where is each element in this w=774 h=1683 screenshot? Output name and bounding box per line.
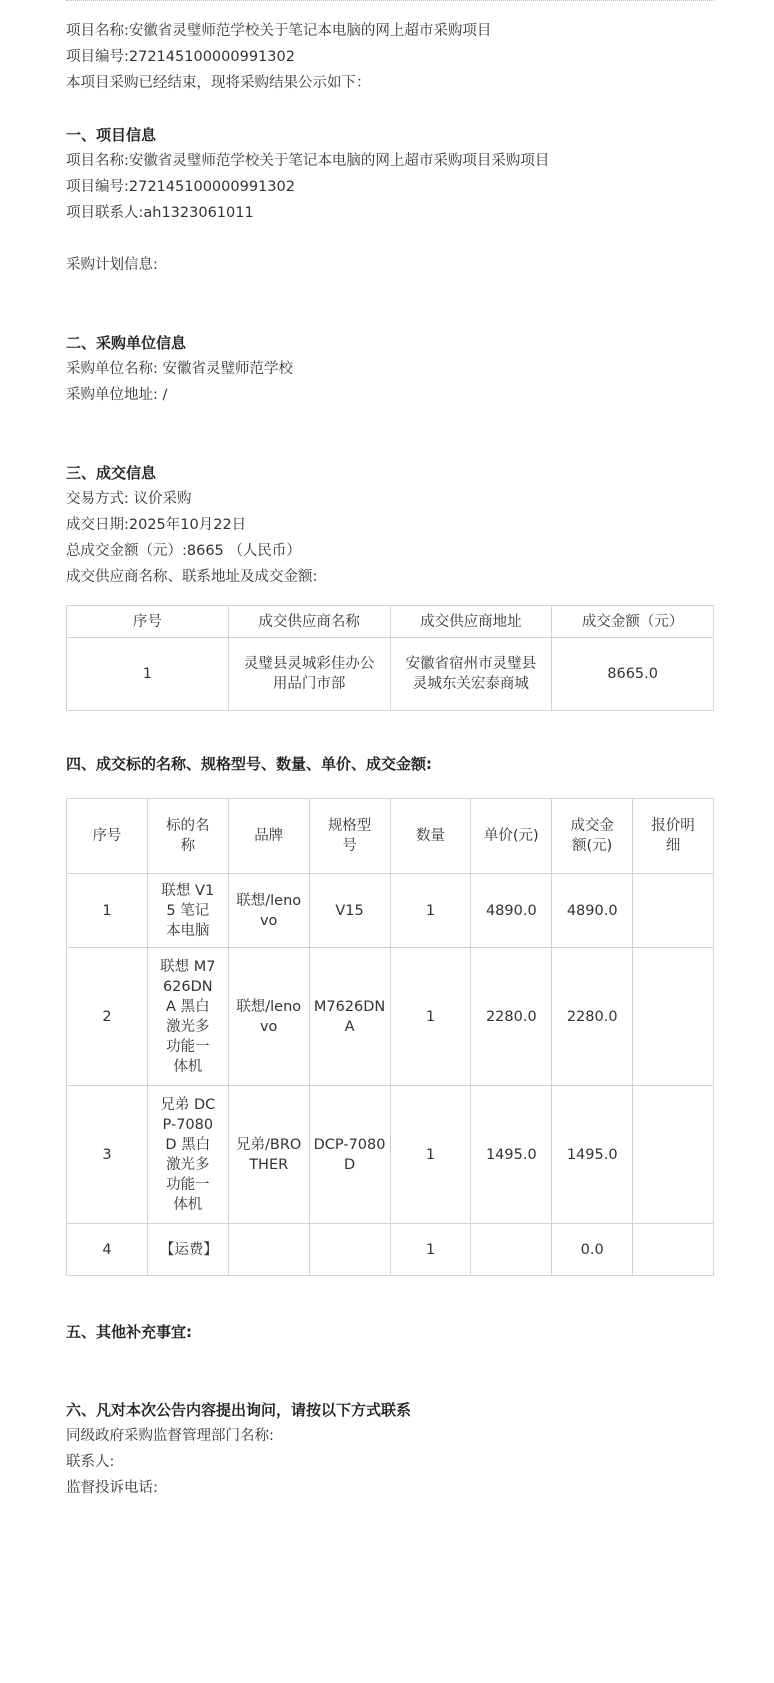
item-model: V15 [309, 874, 390, 948]
item-amount: 1495.0 [552, 1086, 633, 1224]
item-model: M7626DNA [309, 948, 390, 1086]
section6-phone: 监督投诉电话: [66, 1480, 158, 1496]
item-qty: 1 [390, 1224, 471, 1276]
item-model: DCP-7080D [309, 1086, 390, 1224]
section3-method: 交易方式: 议价采购 [66, 491, 192, 507]
table-row [67, 1224, 714, 1276]
announcement-document [66, 18, 714, 1501]
item-name: 联想 V15 笔记本电脑 [147, 874, 228, 948]
section1-project-name: 项目名称:安徽省灵璧师范学校关于笔记本电脑的网上超市采购项目采购项目 [66, 153, 550, 169]
section5-heading: 五、其他补充事宜: [66, 1323, 192, 1341]
intro-statement: 本项目采购已经结束，现将采购结果公示如下： [66, 75, 371, 91]
section2-heading: 二、采购单位信息 [66, 334, 187, 352]
section6-dept: 同级政府采购监督管理部门名称: [66, 1428, 274, 1444]
supplier-col-index: 序号 [67, 606, 229, 638]
item-detail [633, 874, 714, 948]
supplier-table [66, 605, 714, 711]
section1-contact: 项目联系人:ah1323061011 [66, 205, 254, 221]
table-row [67, 948, 714, 1086]
item-qty: 1 [390, 1086, 471, 1224]
item-unit-price: 1495.0 [471, 1086, 552, 1224]
section3-heading: 三、成交信息 [66, 464, 157, 482]
item-brand [228, 1224, 309, 1276]
section1-heading: 一、项目信息 [66, 126, 157, 144]
section3-total: 总成交金额（元）:8665 （人民币） [66, 543, 301, 559]
item-qty: 1 [390, 948, 471, 1086]
top-divider [66, 0, 714, 1]
items-col-unit-price: 单价(元) [471, 799, 552, 874]
item-model [309, 1224, 390, 1276]
section6-contact: 联系人: [66, 1454, 115, 1470]
item-detail [633, 1086, 714, 1224]
item-detail [633, 948, 714, 1086]
item-amount: 4890.0 [552, 874, 633, 948]
supplier-name: 灵璧县灵城彩佳办公用品门市部 [228, 638, 390, 711]
item-index: 3 [67, 1086, 148, 1224]
item-index: 2 [67, 948, 148, 1086]
items-col-qty: 数量 [390, 799, 471, 874]
section2-unit-name: 采购单位名称: 安徽省灵璧师范学校 [66, 361, 293, 377]
items-table-header [67, 799, 714, 874]
item-brand: 联想/lenovo [228, 948, 309, 1086]
item-brand: 联想/lenovo [228, 874, 309, 948]
section4-heading: 四、成交标的名称、规格型号、数量、单价、成交金额: [66, 755, 433, 773]
table-row [67, 874, 714, 948]
item-brand: 兄弟/BROTHER [228, 1086, 309, 1224]
item-qty: 1 [390, 874, 471, 948]
item-unit-price: 4890.0 [471, 874, 552, 948]
item-amount: 2280.0 [552, 948, 633, 1086]
supplier-col-name: 成交供应商名称 [228, 606, 390, 638]
table-row [67, 1086, 714, 1224]
items-table [66, 798, 714, 1276]
item-name: 【运费】 [147, 1224, 228, 1276]
section2-unit-address: 采购单位地址: / [66, 387, 168, 403]
intro-project-no: 项目编号:272145100000991302 [66, 49, 295, 65]
supplier-index: 1 [67, 638, 229, 711]
section3-supplier-intro: 成交供应商名称、联系地址及成交金额: [66, 569, 318, 585]
item-index: 1 [67, 874, 148, 948]
supplier-amount: 8665.0 [552, 638, 714, 711]
supplier-address: 安徽省宿州市灵璧县灵城东关宏泰商城 [390, 638, 552, 711]
section3-date: 成交日期:2025年10月22日 [66, 517, 247, 533]
intro-project-name: 项目名称:安徽省灵璧师范学校关于笔记本电脑的网上超市采购项目 [66, 23, 492, 39]
item-name: 兄弟 DCP-7080D 黑白激光多功能一体机 [147, 1086, 228, 1224]
items-col-detail: 报价明细 [633, 799, 714, 874]
supplier-col-address: 成交供应商地址 [390, 606, 552, 638]
items-col-brand: 品牌 [228, 799, 309, 874]
supplier-col-amount: 成交金额（元） [552, 606, 714, 638]
items-col-model: 规格型号 [309, 799, 390, 874]
item-amount: 0.0 [552, 1224, 633, 1276]
item-detail [633, 1224, 714, 1276]
item-name: 联想 M7626DNA 黑白激光多功能一体机 [147, 948, 228, 1086]
section1-plan: 采购计划信息: [66, 257, 158, 273]
item-unit-price: 2280.0 [471, 948, 552, 1086]
item-unit-price [471, 1224, 552, 1276]
items-col-amount: 成交金额(元) [552, 799, 633, 874]
items-col-name: 标的名称 [147, 799, 228, 874]
items-col-index: 序号 [67, 799, 148, 874]
item-index: 4 [67, 1224, 148, 1276]
section1-project-no: 项目编号:272145100000991302 [66, 179, 295, 195]
table-row [67, 638, 714, 711]
section6-heading: 六、凡对本次公告内容提出询问，请按以下方式联系 [66, 1401, 412, 1419]
supplier-table-header [67, 606, 714, 638]
